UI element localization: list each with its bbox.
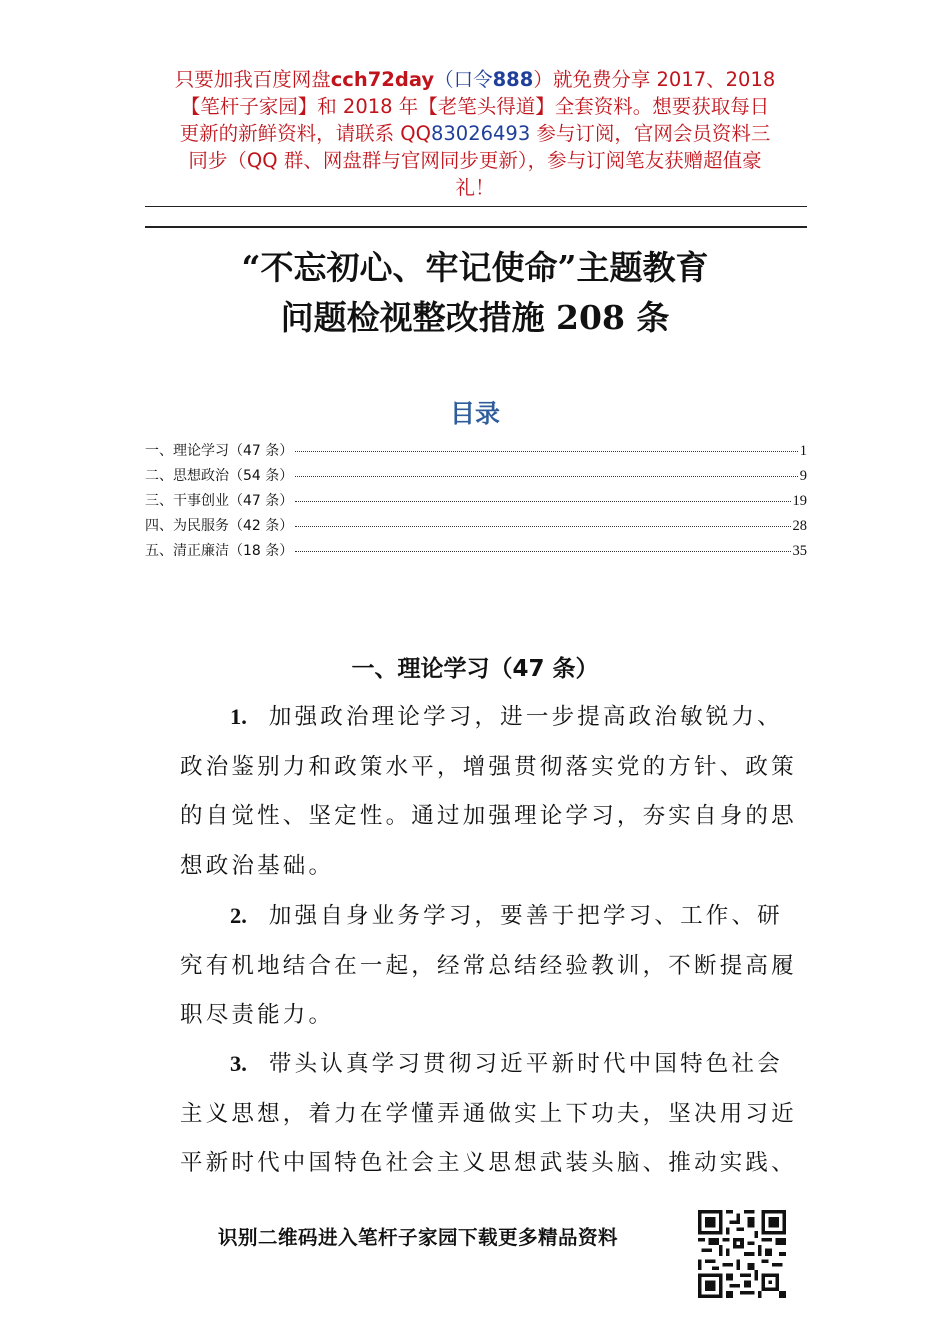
toc-leader-dots bbox=[295, 525, 790, 527]
toc-entry-label: 三、干事创业（47 条） bbox=[145, 493, 294, 509]
toc-leader-dots bbox=[295, 500, 790, 502]
measure-item bbox=[180, 692, 805, 891]
qr-code-icon[interactable] bbox=[698, 1210, 786, 1298]
toc-entry[interactable] bbox=[145, 465, 807, 490]
measure-item bbox=[180, 1039, 805, 1189]
item-number: 1. bbox=[230, 704, 247, 729]
toc-entry-page: 19 bbox=[792, 493, 807, 509]
item-number: 2. bbox=[230, 903, 247, 928]
toc-entry-page: 9 bbox=[799, 468, 807, 484]
promo-line-4: 同步（QQ 群、网盘群与官网同步更新），参与订阅笔友获赠超值豪 bbox=[188, 149, 762, 172]
promo-line-1: 只要加我百度网盘cch72day（口令888）就免费分享 2017、2018 bbox=[174, 68, 776, 91]
toc-leader-dots bbox=[295, 475, 797, 477]
toc-leader-dots bbox=[295, 450, 797, 452]
header-divider-bottom bbox=[145, 226, 807, 228]
measure-item bbox=[180, 891, 805, 1041]
promo-qq-number: 83026493 bbox=[430, 122, 531, 145]
toc-entry-page: 28 bbox=[792, 518, 807, 534]
item-text: 加强政治理论学习，进一步提高政治敏锐力、政治鉴别力和政策水平，增强贯彻落实党的方针、政策的自觉性、坚定性。通过加强理论学习，夯实自身的思想政治基础。 bbox=[180, 704, 797, 879]
item-text: 加强自身业务学习，要善于把学习、工作、研究有机地结合在一起，经常总结经验教训，不断提高履职尽责能力。 bbox=[180, 903, 797, 1028]
toc-entry[interactable] bbox=[145, 490, 807, 515]
table-of-contents bbox=[145, 440, 807, 565]
toc-heading: 目录 bbox=[449, 399, 500, 428]
item-number: 3. bbox=[230, 1051, 247, 1076]
promo-line-2: 【笔杆子家园】和 2018 年【老笔头得道】全套资料。想要获取每日 bbox=[180, 95, 770, 118]
promo-passcode: 888 bbox=[492, 68, 534, 91]
toc-entry-label: 一、理论学习（47 条） bbox=[145, 443, 294, 459]
promo-line-3: 更新的新鲜资料，请联系 QQ83026493 参与订阅，官网会员资料三 bbox=[179, 122, 771, 145]
toc-entry-label: 二、思想政治（54 条） bbox=[145, 468, 294, 484]
toc-entry[interactable] bbox=[145, 440, 807, 465]
toc-entry-label: 四、为民服务（42 条） bbox=[145, 518, 294, 534]
toc-entry-page: 35 bbox=[792, 543, 807, 559]
header-divider-top bbox=[145, 206, 807, 207]
item-text: 带头认真学习贯彻习近平新时代中国特色社会主义思想，着力在学懂弄通做实上下功夫，坚决用习近平新时代中国特色社会主义思想武装头脑、推动实践、 bbox=[180, 1051, 797, 1176]
promo-netdisk-id: cch72day bbox=[330, 68, 435, 91]
section-heading: 一、理论学习（47 条） bbox=[351, 656, 599, 682]
footer-qr-caption: 识别二维码进入笔杆子家园下载更多精品资料 bbox=[218, 1226, 619, 1249]
toc-leader-dots bbox=[295, 550, 790, 552]
toc-entry[interactable] bbox=[145, 540, 807, 565]
promo-notice bbox=[140, 66, 810, 201]
toc-entry[interactable] bbox=[145, 515, 807, 540]
toc-entry-page: 1 bbox=[799, 443, 807, 459]
document-title-line-1: “不忘初心、牢记使命”主题教育 bbox=[241, 248, 709, 287]
promo-line-5: 礼！ bbox=[455, 176, 495, 199]
toc-entry-label: 五、清正廉洁（18 条） bbox=[145, 543, 294, 559]
document-title-line-2: 问题检视整改措施 208 条 bbox=[280, 298, 670, 337]
